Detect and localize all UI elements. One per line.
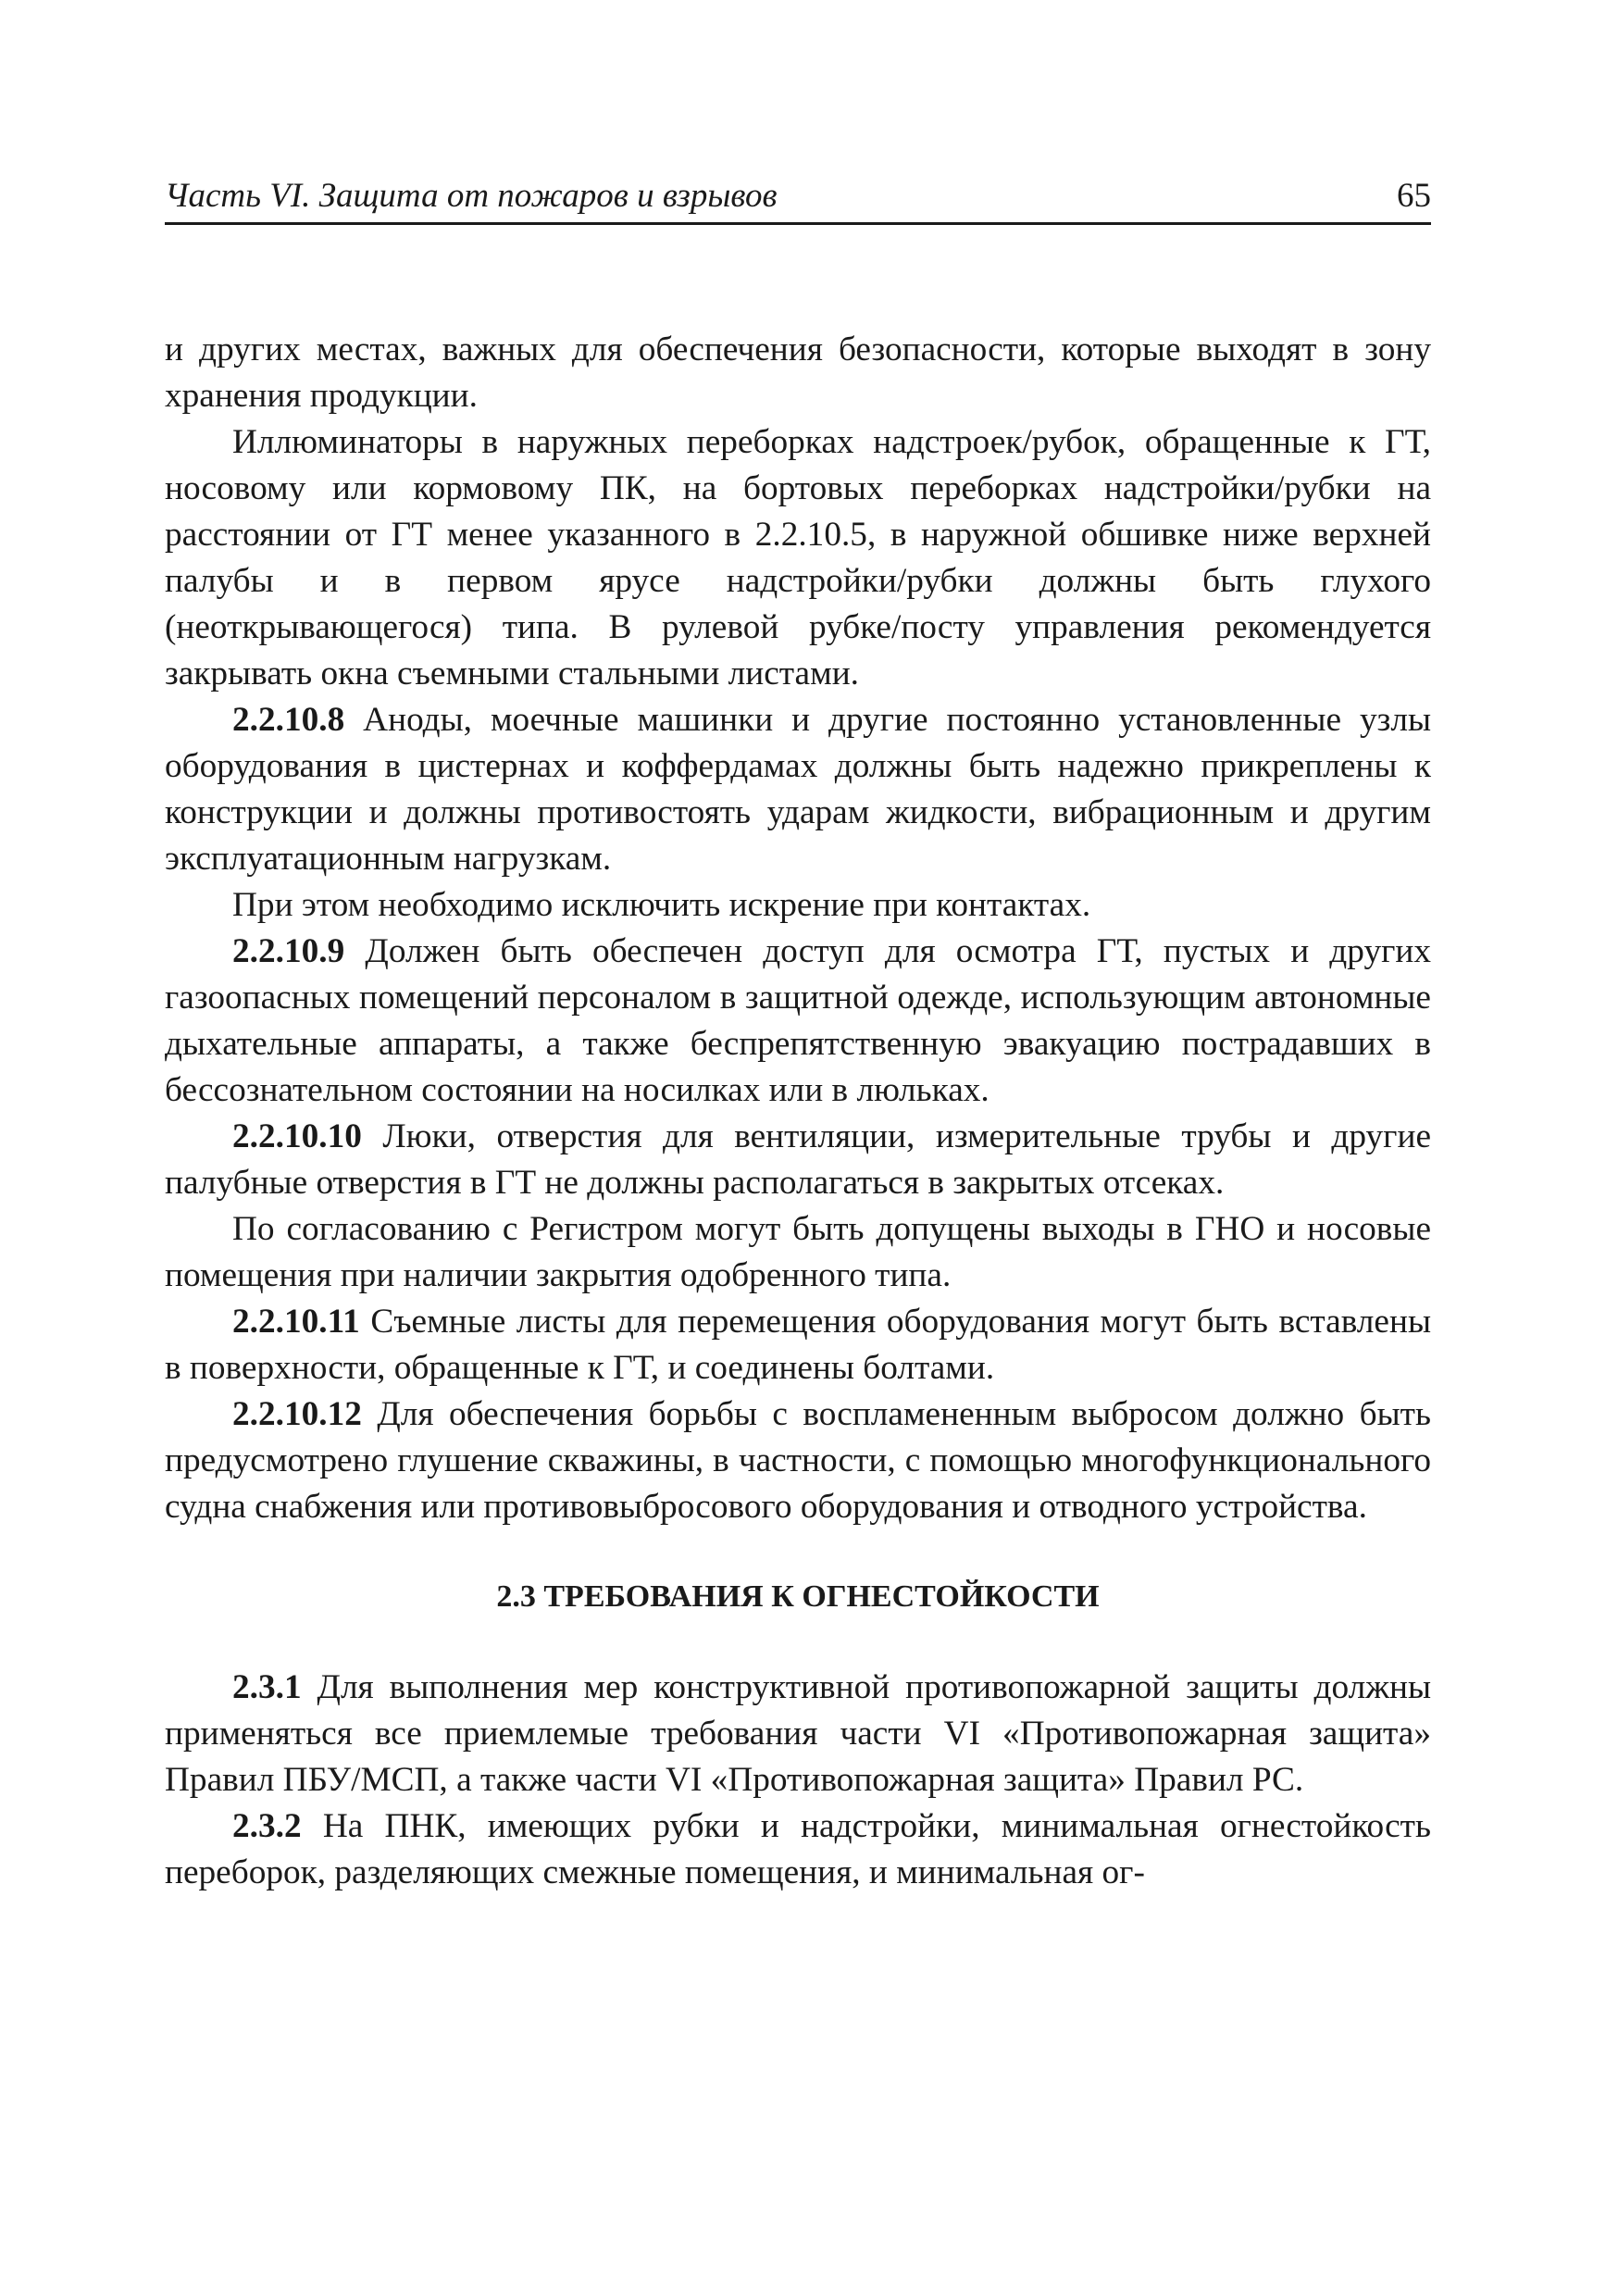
clause-number: 2.2.10.11 [232,1303,360,1341]
paragraph-text: Иллюминаторы в наружных переборках надстроек/рубок, обращенные к ГТ, носовому или кормовому ПК, на бортовых переборках надстройки/рубки на расстоянии от ГТ менее указанного в 2.2.10.5, в наружной обшивке ниже верхней палубы и в первом ярусе надстройки/рубки должны быть глухого (неоткрывающегося) типа. В рулевой рубке/посту управления рекомендуется закрывать окна съемными стальными листами. [165,423,1431,693]
clause-number: 2.2.10.10 [232,1117,362,1155]
clause-number: 2.2.10.9 [232,932,345,970]
running-header [165,176,1431,225]
clause-2-2-10-10 [165,1114,1431,1206]
paragraph [165,327,1431,419]
document-page [165,176,1431,1896]
paragraph-text: Для выполнения мер конструктивной противопожарной защиты должны применяться все приемлемые требования части VI «Противопожарная защита» Правил ПБУ/МСП, а также части VI «Противопожарная защита» Правил РС. [165,1668,1432,1799]
clause-2-2-10-8 [165,697,1431,882]
clause-2-2-10-12 [165,1391,1431,1530]
paragraph-text: Должен быть обеспечен доступ для осмотра ГТ, пустых и других газоопасных помещений персоналом в защитной одежде, использующим автономные дыхательные аппараты, а также беспрепятственную эвакуацию пострадавших в бессознательном состоянии на носилках или в люльках. [165,932,1431,1109]
paragraph-text: и других местах, важных для обеспечения безопасности, которые выходят в зону хранения продукции. [165,331,1431,415]
paragraph-text: Съемные листы для перемещения оборудования могут быть вставлены в поверхности, обращенные к ГТ, и соединены болтами. [165,1303,1431,1387]
chapter-title: Часть VI. Защита от пожаров и взрывов [165,177,778,215]
clause-2-2-10-11 [165,1299,1431,1391]
clause-2-3-1 [165,1665,1431,1803]
paragraph-text: Аноды, моечные машинки и другие постоянно установленные узлы оборудования в цистернах и коффердамах должны быть надежно прикреплены к конструкции и должны противостоять ударам жидкости, вибрационным и другим эксплуатационным нагрузкам. [165,701,1431,878]
clause-2-2-10-9 [165,929,1431,1114]
paragraph-text: На ПНК, имеющих рубки и надстройки, минимальная огнестойкость переборок, разделяющих смежные помещения, и минимальная ог- [165,1807,1431,1891]
clause-number: 2.2.10.8 [232,701,345,739]
paragraph [165,882,1431,929]
clause-2-3-2 [165,1803,1431,1896]
paragraph-text: Для обеспечения борьбы с воспламененным выбросом должно быть предусмотрено глушение скважины, в частности, с помощью многофункционального судна снабжения или противовыбросового оборудования и отводного устройства. [165,1395,1431,1526]
paragraph-text: При этом необходимо исключить искрение при контактах. [232,886,1091,924]
clause-number: 2.2.10.12 [232,1395,362,1433]
paragraph [165,419,1431,697]
paragraph-text: Люки, отверстия для вентиляции, измерительные трубы и другие палубные отверстия в ГТ не должны располагаться в закрытых отсеках. [165,1117,1431,1202]
paragraph-text: По согласованию с Регистром могут быть допущены выходы в ГНО и носовые помещения при наличии закрытия одобренного типа. [165,1210,1431,1294]
page-number: 65 [1397,177,1431,215]
clause-number: 2.3.1 [232,1668,302,1706]
body-text [165,327,1431,1896]
paragraph [165,1206,1431,1299]
section-heading: 2.3 ТРЕБОВАНИЯ К ОГНЕСТОЙКОСТИ [496,1579,1100,1614]
clause-number: 2.3.2 [232,1807,302,1845]
